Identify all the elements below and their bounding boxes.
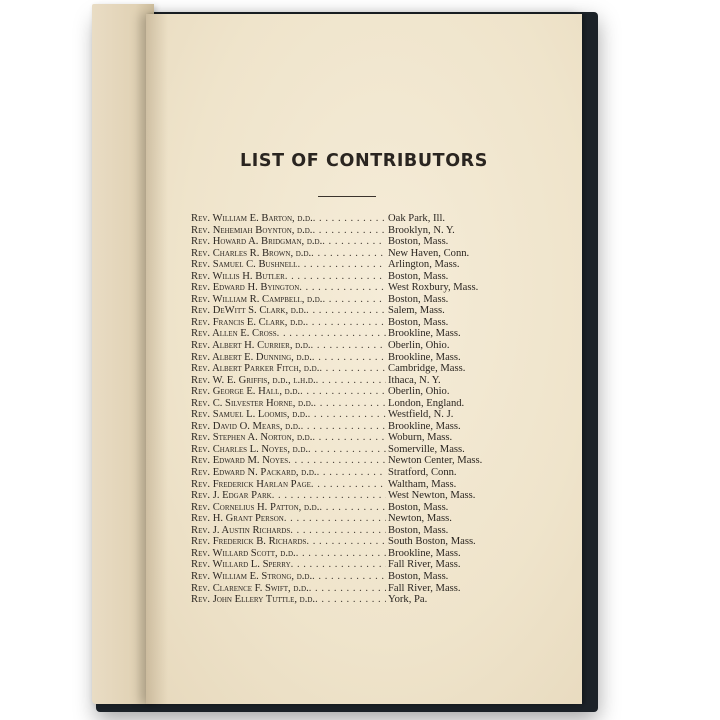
contributor-name: Rev. DeWitt S. Clark, d.d. <box>191 305 307 317</box>
list-item <box>191 375 511 387</box>
contributor-entry <box>191 409 386 421</box>
contributor-entry <box>191 340 386 352</box>
contributor-entry <box>191 317 386 329</box>
contributor-place: Newton Center, Mass. <box>388 455 483 467</box>
contributor-place: Boston, Mass. <box>388 570 449 582</box>
list-item <box>191 583 511 595</box>
contributor-entry <box>191 548 386 560</box>
contributor-entry <box>191 328 386 340</box>
dot-leader <box>311 340 386 352</box>
contributor-entry <box>191 225 386 237</box>
contributor-name: Rev. John Ellery Tuttle, d.d. <box>191 594 316 606</box>
contributor-name: Rev. J. Austin Richards <box>191 524 291 536</box>
dot-leader <box>306 305 386 317</box>
contributor-entry <box>191 248 386 260</box>
dot-leader <box>290 525 386 537</box>
contributor-place: Waltham, Mass. <box>388 478 457 490</box>
contributor-place: Somerville, Mass. <box>388 443 465 455</box>
list-item <box>191 248 511 260</box>
contributor-entry <box>191 213 386 225</box>
contributor-name: Rev. Frederick B. Richards <box>191 536 307 548</box>
list-item <box>191 594 511 606</box>
contributor-name: Rev. Francis E. Clark, d.d. <box>191 316 306 328</box>
contributor-place: Woburn, Mass. <box>388 432 453 444</box>
contributor-place: Brookline, Mass. <box>388 420 461 432</box>
dot-leader <box>301 421 386 433</box>
list-item <box>191 548 511 560</box>
list-item <box>191 386 511 398</box>
dot-leader <box>312 432 386 444</box>
dot-leader <box>300 386 386 398</box>
contributor-name: Rev. William E. Barton, d.d. <box>191 213 313 224</box>
contributor-place: Brookline, Mass. <box>388 328 461 340</box>
contributor-entry <box>191 444 386 456</box>
list-item <box>191 282 511 294</box>
contributor-place: Salem, Mass. <box>388 305 445 317</box>
list-item <box>191 340 511 352</box>
contributor-name: Rev. Albert Parker Fitch, d.d. <box>191 363 320 375</box>
dot-leader <box>322 294 386 306</box>
contributor-entry <box>191 536 386 548</box>
contributor-name: Rev. Albert E. Dunning, d.d. <box>191 351 312 363</box>
book-page <box>146 14 582 704</box>
page-gutter-shadow <box>146 14 168 704</box>
contributor-list <box>191 213 511 606</box>
contributor-place: South Boston, Mass. <box>388 536 476 548</box>
contributor-entry <box>191 559 386 571</box>
contributor-name: Rev. C. Silvester Horne, d.d. <box>191 397 314 409</box>
dot-leader <box>284 513 386 525</box>
list-item <box>191 479 511 491</box>
contributor-entry <box>191 363 386 375</box>
contributor-place: Brookline, Mass. <box>388 547 461 559</box>
contributor-place: Oberlin, Ohio. <box>388 340 450 352</box>
contributor-name: Rev. Allen E. Cross <box>191 328 277 340</box>
contributor-name: Rev. Samuel L. Loomis, d.d. <box>191 409 308 421</box>
list-item <box>191 409 511 421</box>
page-title: LIST OF CONTRIBUTORS <box>240 151 488 171</box>
contributor-place: Arlington, Mass. <box>388 259 460 271</box>
list-item <box>191 536 511 548</box>
list-item <box>191 352 511 364</box>
dot-leader <box>296 548 386 560</box>
contributor-place: London, England. <box>388 397 465 409</box>
contributor-name: Rev. George E. Hall, d.d. <box>191 386 301 398</box>
left-page-edge <box>92 4 154 704</box>
list-item <box>191 502 511 514</box>
dot-leader <box>315 594 386 606</box>
dot-leader <box>285 271 386 283</box>
dot-leader <box>306 317 387 329</box>
dot-leader <box>312 352 386 364</box>
title-divider <box>318 196 376 197</box>
list-item <box>191 328 511 340</box>
contributor-entry <box>191 259 386 271</box>
contributor-name: Rev. Howard A. Bridgman, d.d. <box>191 236 323 248</box>
contributor-name: Rev. Cornelius H. Patton, d.d. <box>191 501 320 513</box>
list-item <box>191 455 511 467</box>
contributor-name: Rev. W. E. Griffis, d.d., l.h.d. <box>191 374 316 386</box>
contributor-name: Rev. Stephen A. Norton, d.d. <box>191 432 313 444</box>
list-item <box>191 363 511 375</box>
contributor-entry <box>191 455 386 467</box>
contributor-entry <box>191 513 386 525</box>
contributor-entry <box>191 525 386 537</box>
contributor-entry <box>191 502 386 514</box>
contributor-entry <box>191 432 386 444</box>
contributor-entry <box>191 386 386 398</box>
dot-leader <box>311 479 386 491</box>
dot-leader <box>317 467 386 479</box>
contributor-name: Rev. William E. Strong, d.d. <box>191 570 313 582</box>
dot-leader <box>322 236 386 248</box>
list-item <box>191 513 511 525</box>
dot-leader <box>308 444 386 456</box>
contributor-entry <box>191 398 386 410</box>
contributor-entry <box>191 282 386 294</box>
contributor-place: Boston, Mass. <box>388 524 449 536</box>
dot-leader <box>319 502 386 514</box>
dot-leader <box>277 328 386 340</box>
contributor-place: York, Pa. <box>388 594 428 606</box>
contributor-entry <box>191 490 386 502</box>
dot-leader <box>319 363 386 375</box>
contributor-entry <box>191 352 386 364</box>
contributor-place: Boston, Mass. <box>388 293 449 305</box>
contributor-place: West Roxbury, Mass. <box>388 282 479 294</box>
contributor-name: Rev. Charles L. Noyes, d.d. <box>191 443 309 455</box>
contributor-place: Stratford, Conn. <box>388 467 457 479</box>
list-item <box>191 559 511 571</box>
list-item <box>191 236 511 248</box>
contributor-name: Rev. H. Grant Person <box>191 513 284 525</box>
contributor-entry <box>191 583 386 595</box>
contributor-name: Rev. Frederick Harlan Page <box>191 478 311 490</box>
dot-leader <box>313 213 386 225</box>
list-item <box>191 398 511 410</box>
contributor-entry <box>191 571 386 583</box>
contributor-place: Brookline, Mass. <box>388 351 461 363</box>
dot-leader <box>309 583 386 595</box>
contributor-place: Ithaca, N. Y. <box>388 374 441 386</box>
dot-leader <box>311 248 386 260</box>
contributor-name: Rev. Charles R. Brown, d.d. <box>191 247 312 259</box>
dot-leader <box>272 490 386 502</box>
contributor-name: Rev. Willis H. Butler <box>191 270 285 282</box>
list-item <box>191 225 511 237</box>
list-item <box>191 444 511 456</box>
dot-leader <box>308 409 386 421</box>
contributor-entry <box>191 479 386 491</box>
contributor-place: Boston, Mass. <box>388 270 449 282</box>
contributor-name: Rev. J. Edgar Park <box>191 490 272 502</box>
contributor-place: Boston, Mass. <box>388 501 449 513</box>
dot-leader <box>312 225 386 237</box>
contributor-name: Rev. Samuel C. Bushnell <box>191 259 298 271</box>
list-item <box>191 432 511 444</box>
contributor-place: Oak Park, Ill. <box>388 213 446 224</box>
list-item <box>191 294 511 306</box>
contributor-place: Oberlin, Ohio. <box>388 386 450 398</box>
contributor-name: Rev. Edward M. Noyes <box>191 455 289 467</box>
contributor-name: Rev. Willard L. Sperry <box>191 559 291 571</box>
dot-leader <box>306 536 386 548</box>
dot-leader <box>288 455 386 467</box>
contributor-entry <box>191 236 386 248</box>
contributor-entry <box>191 594 386 606</box>
list-item <box>191 259 511 271</box>
contributor-entry <box>191 467 386 479</box>
list-item <box>191 421 511 433</box>
list-item <box>191 213 511 225</box>
contributor-entry <box>191 305 386 317</box>
contributor-name: Rev. Edward N. Packard, d.d. <box>191 467 317 479</box>
contributor-name: Rev. William R. Campbell, d.d. <box>191 293 323 305</box>
list-item <box>191 317 511 329</box>
contributor-place: Cambridge, Mass. <box>388 363 466 375</box>
dot-leader <box>313 398 386 410</box>
dot-leader <box>312 571 386 583</box>
contributor-place: Boston, Mass. <box>388 316 449 328</box>
contributor-name: Rev. David O. Mears, d.d. <box>191 420 301 432</box>
list-item <box>191 490 511 502</box>
contributor-place: Newton, Mass. <box>388 513 452 525</box>
contributor-place: Westfield, N. J. <box>388 409 454 421</box>
dot-leader <box>299 282 386 294</box>
contributor-entry <box>191 375 386 387</box>
list-item <box>191 525 511 537</box>
contributor-entry <box>191 421 386 433</box>
list-item <box>191 271 511 283</box>
dot-leader <box>291 559 386 571</box>
contributor-place: West Newton, Mass. <box>388 490 476 502</box>
list-item <box>191 305 511 317</box>
contributor-place: Brooklyn, N. Y. <box>388 224 455 236</box>
contributor-name: Rev. Albert H. Currier, d.d. <box>191 340 311 352</box>
list-item <box>191 467 511 479</box>
contributor-place: Fall River, Mass. <box>388 582 461 594</box>
contributor-entry <box>191 294 386 306</box>
list-item <box>191 571 511 583</box>
contributor-entry <box>191 271 386 283</box>
contributor-name: Rev. Clarence F. Swift, d.d. <box>191 582 309 594</box>
contributor-place: New Haven, Conn. <box>388 247 470 259</box>
contributor-name: Rev. Edward H. Byington <box>191 282 300 294</box>
contributor-place: Boston, Mass. <box>388 236 449 248</box>
contributor-name: Rev. Willard Scott, d.d. <box>191 547 296 559</box>
dot-leader <box>297 259 386 271</box>
contributor-name: Rev. Nehemiah Boynton, d.d. <box>191 224 313 236</box>
dot-leader <box>316 375 386 387</box>
contributor-place: Fall River, Mass. <box>388 559 461 571</box>
